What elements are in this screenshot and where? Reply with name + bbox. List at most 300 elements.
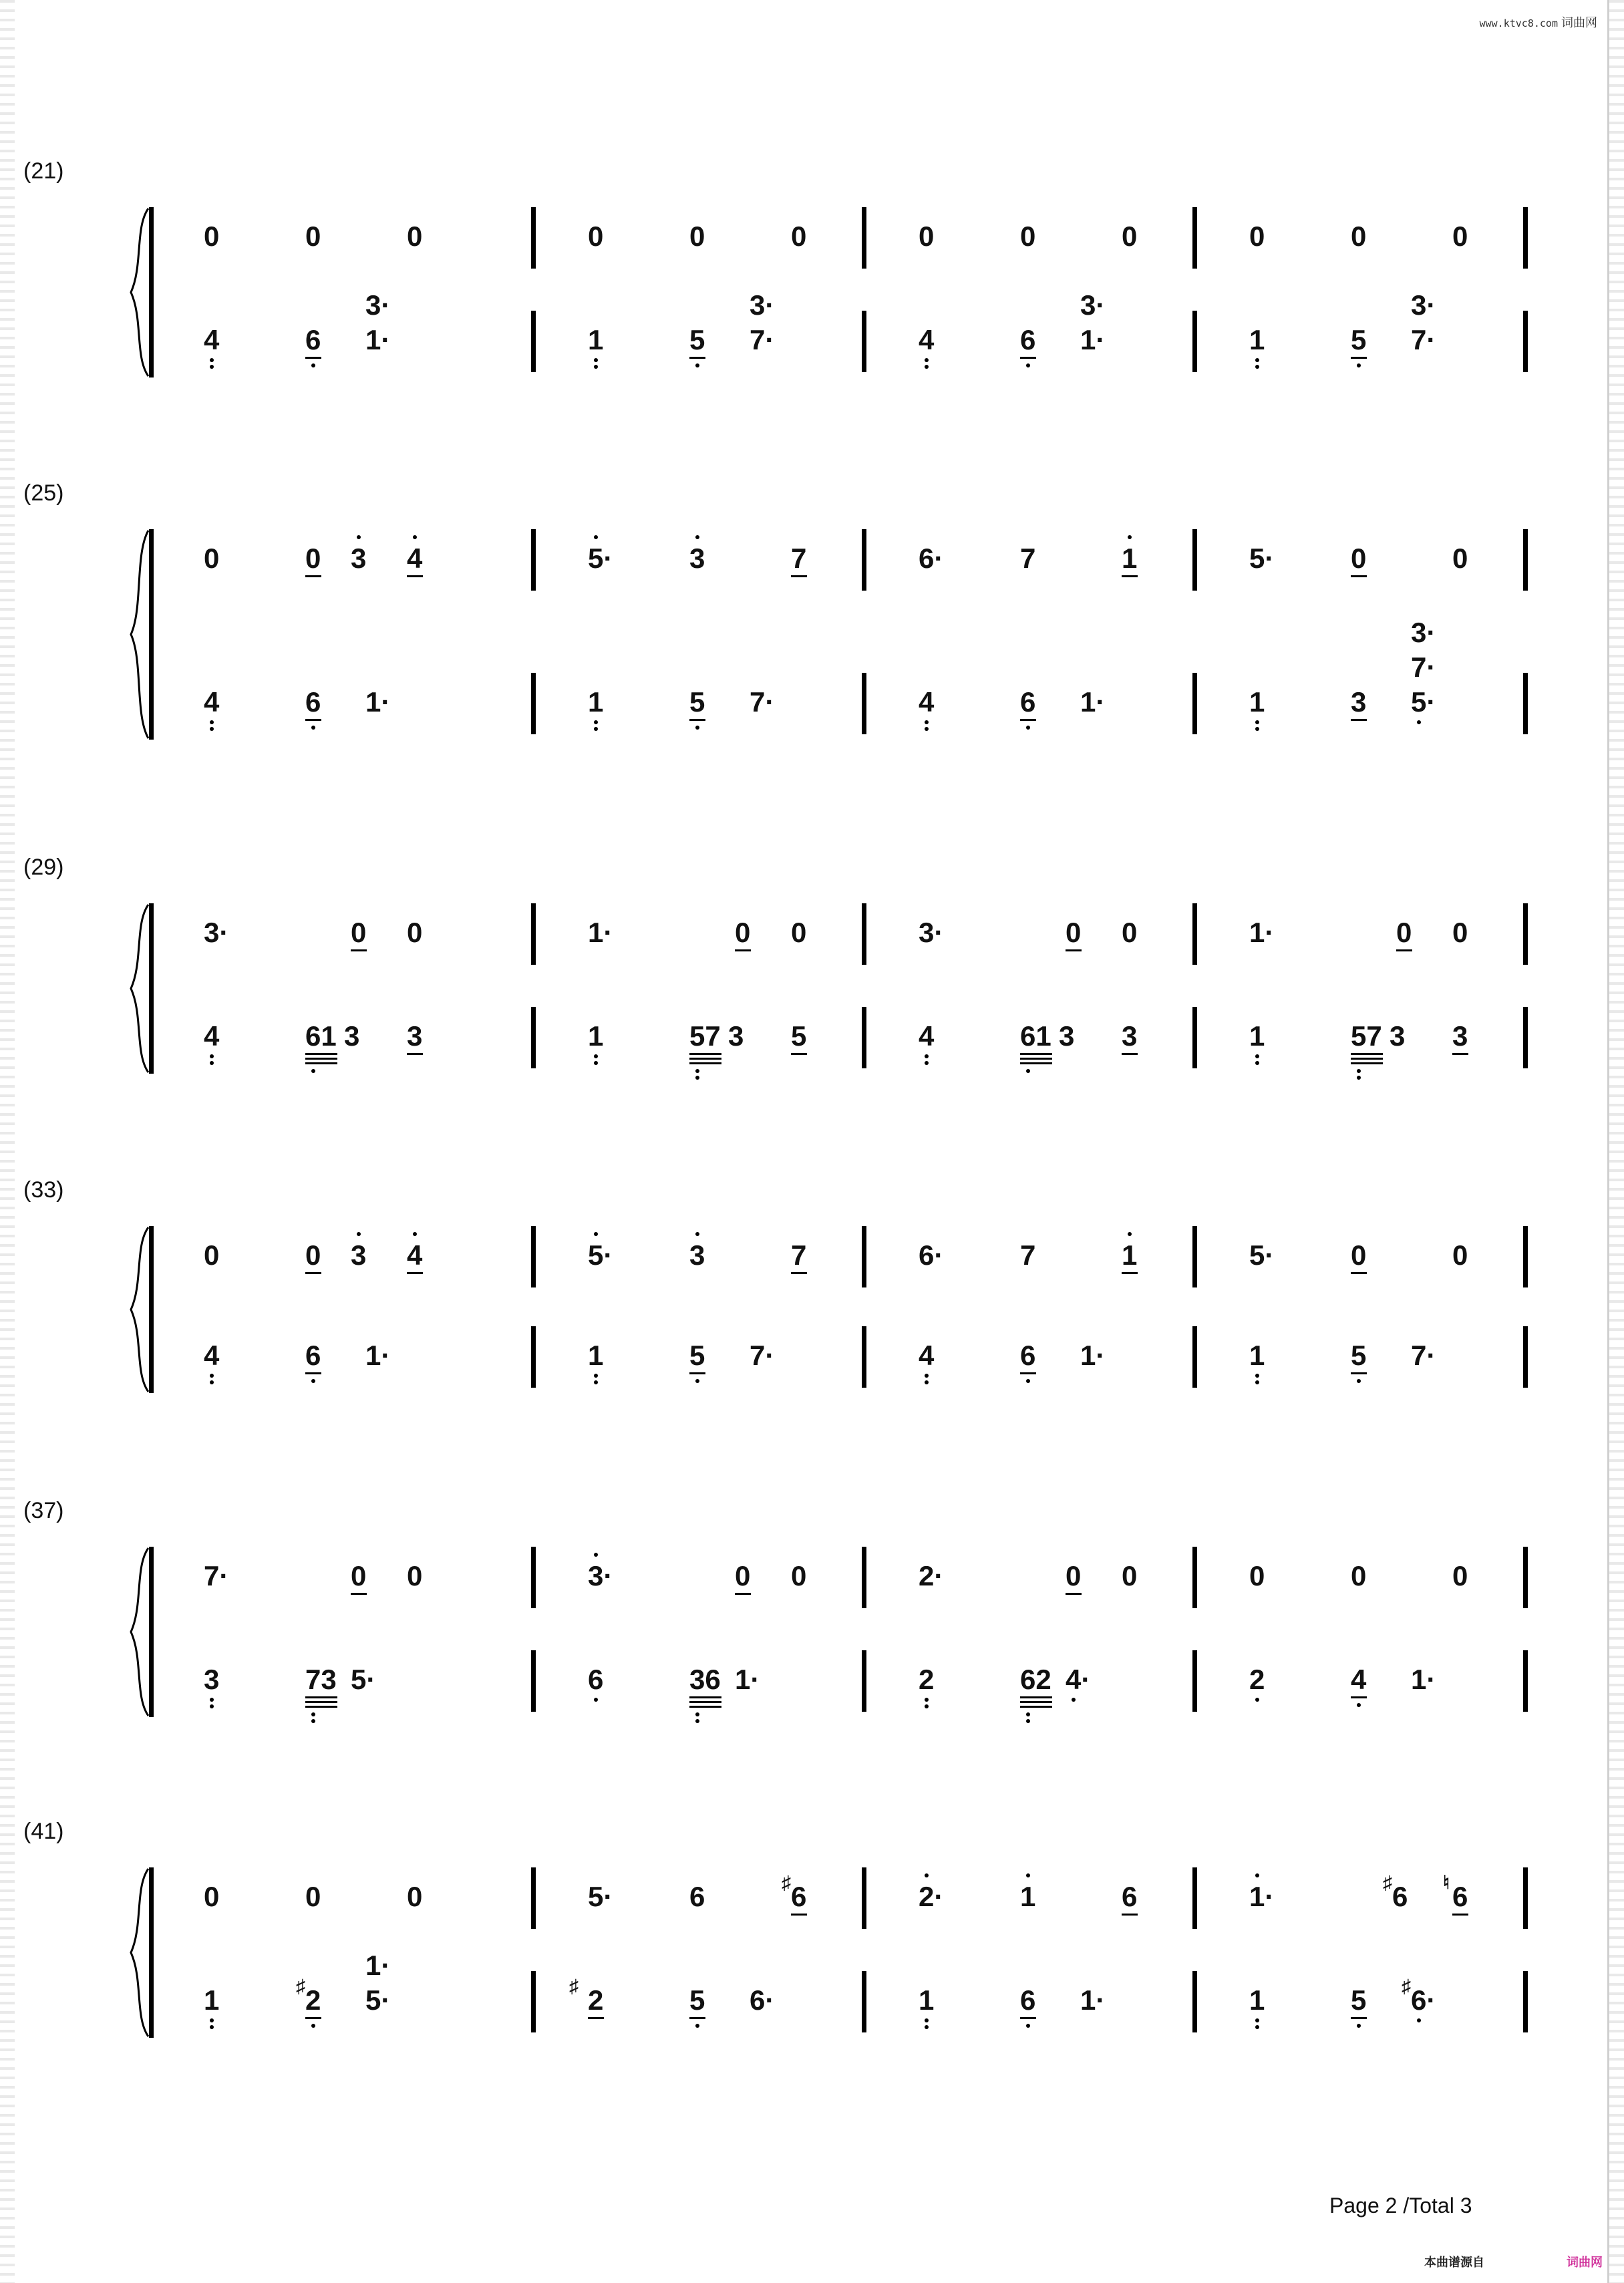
melody-note: 0 [351,917,367,948]
octave-down-dot [925,1704,929,1708]
melody-note: 0 [1020,220,1036,252]
octave-down-dot [695,363,699,367]
melody-note: 7 [1020,1239,1036,1271]
melody-note: 0 [305,1239,321,1271]
melody-note: 2· [919,1881,944,1912]
underline-beam [1066,949,1082,951]
melody-note: 0 [1452,543,1468,574]
octave-down-dot [925,365,929,369]
measure-number: (33) [23,1177,64,1203]
accidental: ♯ [1383,1872,1392,1893]
score-system [107,486,1496,756]
underline-beam [1452,1053,1468,1055]
melody-note: 0 [305,543,321,574]
bass-note: 6 [1020,1984,1036,2016]
melody-note: 3 [351,1239,367,1271]
octave-down-dot [1357,1379,1361,1383]
octave-down-dot [1255,2025,1259,2029]
bass-note: 1 [204,1984,220,2016]
melody-note: 0 [1249,1560,1265,1591]
accidental: ♯ [569,1976,579,1996]
bass-note: 1 [588,686,604,718]
underline-beam [689,2017,705,2019]
score-system [107,164,1496,394]
underline-beam [689,1696,721,1698]
octave-down-dot [1255,1698,1259,1702]
upper-barline [1192,207,1197,269]
octave-down-dot [925,2018,929,2022]
octave-down-dot [210,2025,214,2029]
melody-note: 3 [689,543,705,574]
left-margin-pattern [0,0,15,2283]
octave-down-dot [1255,1374,1259,1378]
octave-down-dot [210,1374,214,1378]
melody-note: 0 [351,1560,367,1591]
bass-note: 5 [791,1020,807,1052]
octave-up-dot [594,1553,598,1557]
lower-barline [1192,673,1197,734]
octave-down-dot [925,1380,929,1384]
lower-barline [1523,673,1528,734]
octave-down-dot [1255,1054,1259,1058]
underline-beam [1020,1706,1052,1708]
melody-note: 0 [1396,917,1412,948]
grand-staff-brace [128,529,155,743]
underline-beam [1351,2017,1367,2019]
bass-note: 6 [1020,1340,1036,1371]
bass-note: 5 [689,324,705,355]
bass-note: 5· [365,1984,391,2016]
bass-note: 6· [1411,1984,1436,2016]
underline-beam [1020,2017,1036,2019]
octave-down-dot [1255,720,1259,724]
underline-beam [689,1053,721,1055]
measure-number: (37) [23,1498,64,1523]
melody-note: 5· [1249,543,1275,574]
upper-barline [1192,903,1197,965]
underline-beam [351,1593,367,1595]
bass-note: 1· [365,1950,391,1981]
score-system [107,1183,1496,1410]
source-watermark: 本曲谱源自 [1424,2256,1484,2269]
lower-barline [862,673,866,734]
octave-down-dot [925,727,929,731]
octave-down-dot [695,726,699,730]
melody-note: 3· [588,1560,613,1591]
octave-up-dot [594,535,598,539]
octave-down-dot [594,727,598,731]
underline-beam [689,1706,721,1708]
site-header [1480,13,1597,31]
page-indicator: Page 2 /Total 3 [1329,2193,1472,2218]
octave-down-dot [594,720,598,724]
underline-beam [791,1272,807,1274]
bass-note: 6 [588,1664,604,1695]
octave-down-dot [311,1069,315,1073]
octave-down-dot [925,1054,929,1058]
octave-down-dot [311,2024,315,2028]
upper-barline [862,1226,866,1287]
lower-barline [1523,1007,1528,1068]
bass-note: 3· [1411,617,1436,648]
melody-note: 0 [791,917,807,948]
site-name: 词曲网 [1561,16,1597,29]
lower-barline [1192,311,1197,372]
octave-down-dot [594,1380,598,1384]
melody-note: 0 [689,220,705,252]
lower-barline [862,1007,866,1068]
octave-up-dot [695,535,699,539]
octave-down-dot [210,1061,214,1065]
bass-note: 4 [919,1340,935,1371]
bass-note: 1· [735,1664,760,1695]
underline-beam [1351,357,1367,359]
melody-note: 1 [1122,1239,1138,1271]
melody-note: 0 [204,1881,220,1912]
melody-note: 0 [407,917,423,948]
lower-barline [1523,311,1528,372]
octave-down-dot [594,1061,598,1065]
bass-note: 1 [588,1020,604,1052]
bass-note: 3 [204,1664,220,1695]
underline-beam [791,1053,807,1055]
underline-beam [305,719,321,721]
underline-beam [1351,1062,1383,1064]
lower-barline [862,1971,866,2032]
octave-down-dot [695,1069,699,1073]
underline-beam [1066,1593,1082,1595]
bass-note: 7· [750,686,775,718]
bass-note: 61 [1020,1020,1051,1052]
underline-beam [1020,1062,1052,1064]
grand-staff-brace [128,1226,155,1396]
bass-note: 3· [365,289,391,321]
bass-note: 2 [919,1664,935,1695]
underline-beam [351,949,367,951]
bass-note: 5 [1351,1984,1367,2016]
underline-beam [305,1062,337,1064]
bass-note: 1· [1080,686,1106,718]
octave-down-dot [1357,1076,1361,1080]
underline-beam [1020,719,1036,721]
lower-barline [1523,1326,1528,1388]
lower-barline [1192,1650,1197,1712]
bass-note: 7· [750,1340,775,1371]
bass-note: 7· [750,324,775,355]
octave-down-dot [1357,2024,1361,2028]
lower-barline [531,1007,536,1068]
bass-note: 5· [351,1664,376,1695]
upper-barline [531,207,536,269]
bass-note: 5 [689,1340,705,1371]
underline-beam [407,1272,423,1274]
underline-beam [305,1058,337,1060]
score-system [107,1824,1496,2054]
bass-note: 3 [1059,1020,1075,1052]
upper-barline [531,1867,536,1929]
melody-note: 6· [919,543,944,574]
melody-note: 7 [791,543,807,574]
lower-barline [862,1326,866,1388]
bass-note: 5 [1351,1340,1367,1371]
melody-note: 1· [1249,1881,1275,1912]
lower-barline [1192,1007,1197,1068]
bass-note: 73 [305,1664,337,1695]
melody-note: 6 [791,1881,807,1912]
bass-note: 1 [1249,1984,1265,2016]
octave-down-dot [1255,358,1259,362]
melody-note: 5· [588,1881,613,1912]
octave-up-dot [594,1232,598,1236]
melody-note: 3· [204,917,229,948]
melody-note: 0 [1351,543,1367,574]
melody-note: 0 [791,1560,807,1591]
bass-note: 3 [1390,1020,1406,1052]
melody-note: 0 [407,1560,423,1591]
melody-note: 0 [1351,1560,1367,1591]
octave-up-dot [357,535,361,539]
underline-beam [1020,357,1036,359]
upper-barline [1523,903,1528,965]
measure-number: (25) [23,480,64,506]
octave-down-dot [311,1712,315,1716]
bass-note: 3 [1351,686,1367,718]
upper-barline [531,1547,536,1608]
underline-beam [1351,1058,1383,1060]
upper-barline [1523,529,1528,591]
octave-down-dot [1255,1061,1259,1065]
right-margin-pattern [1609,0,1624,2283]
octave-down-dot [1026,726,1030,730]
underline-beam [305,1701,337,1703]
octave-down-dot [695,1379,699,1383]
melody-note: 0 [204,220,220,252]
site-url: www.ktvc8.com [1479,17,1558,29]
octave-down-dot [1255,727,1259,731]
octave-down-dot [1255,365,1259,369]
underline-beam [1020,1696,1052,1698]
upper-barline [862,903,866,965]
octave-up-dot [1128,535,1132,539]
octave-up-dot [1128,1232,1132,1236]
right-margin-rule [1607,0,1609,2283]
melody-note: 7· [204,1560,229,1591]
underline-beam [305,1706,337,1708]
melody-note: 3 [351,543,367,574]
bass-note: 62 [1020,1664,1051,1695]
bass-note: 1 [588,1340,604,1371]
upper-barline [531,529,536,591]
bass-note: 1 [1249,686,1265,718]
underline-beam [1351,1372,1367,1374]
underline-beam [407,575,423,577]
upper-barline [1523,1867,1528,1929]
underline-beam [1020,1058,1052,1060]
octave-down-dot [210,727,214,731]
bass-note: 4 [204,324,220,355]
octave-down-dot [210,1380,214,1384]
underline-beam [1351,1696,1367,1698]
bass-note: 3 [1122,1020,1138,1052]
bass-note: 4 [204,686,220,718]
bass-note: 1· [365,324,391,355]
underline-beam [305,1696,337,1698]
melody-note: 6 [689,1881,705,1912]
bass-note: 1· [1411,1664,1436,1695]
upper-barline [862,529,866,591]
bass-note: 1 [919,1984,935,2016]
score-system [107,860,1496,1090]
octave-down-dot [925,358,929,362]
octave-down-dot [1026,1379,1030,1383]
melody-note: 0 [1452,917,1468,948]
octave-down-dot [594,1374,598,1378]
octave-down-dot [210,358,214,362]
bass-note: 1 [1249,324,1265,355]
melody-note: 1· [588,917,613,948]
octave-down-dot [695,2024,699,2028]
bass-note: 1· [1080,1340,1106,1371]
octave-down-dot [210,365,214,369]
octave-down-dot [925,1698,929,1702]
underline-beam [791,575,807,577]
underline-beam [735,1593,751,1595]
underline-beam [1020,1372,1036,1374]
octave-down-dot [1255,1380,1259,1384]
upper-barline [531,1226,536,1287]
octave-down-dot [925,720,929,724]
melody-note: 5· [588,543,613,574]
underline-beam [735,949,751,951]
measure-number: (29) [23,855,64,880]
underline-beam [1020,1053,1052,1055]
octave-down-dot [311,1379,315,1383]
underline-beam [305,357,321,359]
underline-beam [689,1058,721,1060]
upper-barline [862,1867,866,1929]
octave-down-dot [1417,720,1421,724]
underline-beam [689,719,705,721]
upper-barline [1192,529,1197,591]
octave-up-dot [1255,1873,1259,1877]
octave-down-dot [210,1698,214,1702]
melody-note: 0 [1351,1239,1367,1271]
underline-beam [1396,949,1412,951]
bass-note: 7· [1411,1340,1436,1371]
underline-beam [305,1053,337,1055]
octave-down-dot [210,2018,214,2022]
underline-beam [305,575,321,577]
bass-note: 6· [750,1984,775,2016]
lower-barline [862,311,866,372]
octave-down-dot [1255,2018,1259,2022]
octave-down-dot [1357,1703,1361,1707]
melody-note: 0 [1351,220,1367,252]
lower-barline [1523,1971,1528,2032]
octave-down-dot [925,1061,929,1065]
melody-note: 5· [588,1239,613,1271]
octave-down-dot [1026,1719,1030,1723]
underline-beam [689,1062,721,1064]
underline-beam [407,1053,423,1055]
bass-note: 5· [1411,686,1436,718]
lower-barline [531,673,536,734]
upper-barline [1192,1547,1197,1608]
melody-note: 0 [1066,917,1082,948]
bass-note: 1 [1249,1340,1265,1371]
octave-up-dot [413,535,417,539]
melody-note: 7 [1020,543,1036,574]
melody-note: 0 [735,917,751,948]
octave-up-dot [925,1873,929,1877]
melody-note: 4 [407,1239,423,1271]
underline-beam [1020,1701,1052,1703]
melody-note: 0 [204,543,220,574]
octave-down-dot [210,1054,214,1058]
upper-barline [862,1547,866,1608]
melody-note: 6 [1452,1881,1468,1912]
octave-up-dot [357,1232,361,1236]
upper-barline [862,207,866,269]
bass-note: 6 [305,324,321,355]
bass-note: 3 [728,1020,744,1052]
underline-beam [588,2017,604,2019]
melody-note: 0 [1122,917,1138,948]
melody-note: 3 [689,1239,705,1271]
melody-note: 0 [1249,220,1265,252]
octave-down-dot [1357,363,1361,367]
octave-down-dot [695,1712,699,1716]
brand-watermark: 词曲网 [1567,2256,1603,2269]
melody-note: 1 [1020,1881,1036,1912]
bass-note: 61 [305,1020,337,1052]
lower-barline [1192,1971,1197,2032]
bass-note: 7· [1411,651,1436,683]
underline-beam [1452,1914,1468,1916]
underline-beam [689,1372,705,1374]
upper-barline [1523,1226,1528,1287]
bass-note: 1· [365,686,391,718]
melody-note: 6· [919,1239,944,1271]
underline-beam [689,357,705,359]
bass-note: 1· [1080,1984,1106,2016]
measure-number: (21) [23,158,64,184]
octave-down-dot [210,720,214,724]
octave-down-dot [311,363,315,367]
grand-staff-brace [128,1867,155,2041]
underline-beam [1351,1053,1383,1055]
melody-note: 4 [407,543,423,574]
bass-note: 5 [1351,324,1367,355]
grand-staff-brace [128,903,155,1077]
underline-beam [1122,1914,1138,1916]
bass-note: 57 [1351,1020,1382,1052]
melody-note: 6 [1122,1881,1138,1912]
melody-note: 5· [1249,1239,1275,1271]
bass-note: 57 [689,1020,721,1052]
underline-beam [1122,575,1138,577]
bass-note: 3· [750,289,775,321]
octave-down-dot [1357,1069,1361,1073]
melody-note: 3· [919,917,944,948]
lower-barline [862,1650,866,1712]
score-system [107,1503,1496,1734]
octave-down-dot [1072,1698,1076,1702]
bass-note: 1 [1249,1020,1265,1052]
melody-note: 0 [1066,1560,1082,1591]
octave-down-dot [594,358,598,362]
bass-note: 6 [305,1340,321,1371]
